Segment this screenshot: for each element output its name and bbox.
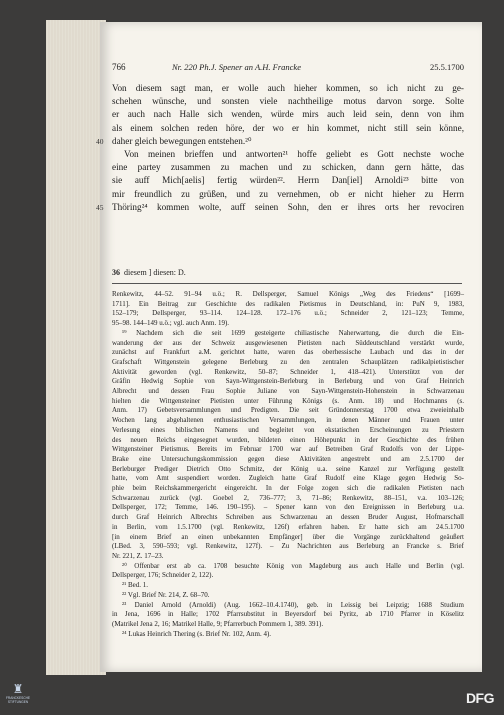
text-line — [112, 122, 464, 135]
footnote-line: Gräfin Hedwig Sophie von Sayn-Wittgenstein-Berleburg in Berleburg und von Graf Heinrich — [112, 377, 464, 386]
footnote-line: 95–98. 144–149 u.ö.; vgl. auch Anm. 19). — [112, 319, 230, 328]
letter-date: 25.5.1700 — [430, 62, 464, 72]
line-number: 40 — [96, 136, 104, 146]
line-text: als einem solchen reden höre, der wo er hin kommet, nicht still sein könne, — [112, 122, 464, 133]
franckesche-stiftungen-logo — [4, 682, 32, 712]
line-text: er auch nach Halle sich wenden, würde mirs auch leid sein, denn von ihm — [112, 109, 464, 120]
text-line — [112, 95, 464, 108]
apparatus-line-number: 36 — [112, 268, 120, 277]
line-text: sie auff Mich[aelis] fertig würden²². Herrn Dan[iel] Arnoldi²³ bitte von — [112, 175, 464, 186]
footnote-line: Wittgensteiner Pietismus. Bereits im Februar 1700 war auf Betreiben Graf Rudolfs von der Lippe- — [112, 445, 464, 454]
footnote-line: (Matrikel Jena 2, 16; Matrikel Halle, 9; Pfarrerbuch Pommern 1, 389. 391). — [112, 619, 324, 628]
footnote-line: ¹⁹ Nachdem sich die seit 1699 gesteigerte chiliastische Naherwartung, die durch die Ein- — [122, 328, 464, 337]
footnote-line: durch Graf Heinrich Albrechts Schreiben aus Schwarzenau an dessen Bruder August, Hofmarschall — [112, 513, 464, 522]
text-line — [96, 201, 464, 214]
footnote-line: ²⁴ Lukas Heinrich Thering (s. Brief Nr. 102, Anm. 4). — [122, 629, 272, 638]
footnote-line: Berleburger Prediger Dietrich Otto Schmitz, der König u.a. seine Kanzel zur Verfügung gestellt — [112, 464, 464, 473]
footnote-line: Dellsperger, 172; Temme, 146. 190–195). – Spener kann von den Ereignissen in Berleburg u.a. — [112, 503, 464, 512]
text-line — [96, 135, 464, 148]
footnote-line: Renkewitz, 44–52. 91–94 u.ö.; R. Dellsperger, Samuel Königs „Weg des Friedens“ [1699– — [112, 290, 464, 298]
footnote-divider — [112, 283, 462, 284]
footnote-line: 1711]. Ein Beitrag zur Geschichte des radikalen Pietismus in Deutschland, in: PuN 9, 1983, — [112, 299, 464, 308]
page-number: 766 — [112, 62, 126, 72]
text-line — [112, 188, 464, 201]
footnote-line: ²² Vgl. Brief Nr. 214, Z. 68–70. — [122, 590, 210, 599]
line-text: Thöring²⁴ kommen wolte, auff seinen Sohn, den er ihres orts her revociren — [112, 201, 464, 212]
footnotes — [112, 290, 464, 639]
line-text: Von meinen brieffen und antworten²¹ hoffe geliebt es Gott nechste woche — [124, 149, 464, 160]
footnote-line: wanderung der aus der Schweiz ausgewiesenen Pietisten nach Süddeutschland verstärkt wurde, — [112, 338, 464, 347]
text-line — [112, 161, 464, 174]
line-text: Von diesem sagt man, er wolle auch hieher kommen, so ich nicht zu ge- — [112, 83, 464, 93]
line-text: eine partey zusammen zu machen und zu schicken, dann gern hätte, das — [112, 162, 464, 173]
dfg-logo: DFG — [465, 690, 494, 706]
footnote-line: Schwarzenau zurück (vgl. Goebel 2, 736–777; 3, 71–86; Renkewitz, 88–151, v.a. 103–126; — [112, 493, 464, 502]
footnote-line: in Jena, 1696 in Halle; 1702 Pfarrsubstitut in Beyersdorf bei Pyritz, ab 1710 Pfarrer in Köselitz — [112, 610, 464, 619]
running-header — [112, 62, 464, 74]
footnote-line: Dellsperger, 176; Schneider 2, 122). — [112, 571, 214, 580]
footnote-line: Brake eine Untersuchungskommission gegen diese Aktivitäten angestrebt und am 2.5.1700 der — [112, 454, 464, 463]
footnote-line: Aktivität geworden (vgl. Renkewitz, 50–87; Schneider 1, 418–421). Unterstützt von der — [112, 367, 464, 376]
footnote-line: Anm. 17) Gebetsversammlungen und Predigten. Die seit Gründonnerstag 1700 etwa zweieinhalb — [112, 406, 464, 415]
running-title: Nr. 220 Ph.J. Spener an A.H. Francke — [172, 62, 301, 72]
footnote-line: ²³ Daniel Arnold (Arnoldi) (Aug. 1662–10.4.1740), geb. in Leissig bei Leipzig; 1688 Studium — [122, 600, 464, 609]
line-text: schehen wünsche, und sonsten viele nachtheilige motus darvon sorge. Solte — [112, 96, 464, 107]
footnote-line: Nr. 221, Z. 17–23. — [112, 551, 164, 560]
footnote-line: hielten die Wittgensteiner Pietisten unter Führung Königs (s. Anm. 18) und Hochmanns (s. — [112, 396, 464, 405]
apparatus-text: diesem ] diesen: D. — [124, 268, 186, 277]
line-number: 45 — [96, 202, 104, 212]
footnote-line: (LBed. 3, 590–593; vgl. Renkewitz, 127f). – Zu Nachrichten aus Berleburg an Francke s. Brief — [112, 542, 464, 551]
footnote-line: zunächst auf Frankfurt a.M. gerichtet hatte, waren das oberhessische Laubach und das in der — [112, 348, 464, 357]
critical-apparatus — [112, 268, 186, 277]
footnote-line: 152–179; Dellsperger, 93–114. 124–128. 172–176 u.ö.; Schneider 2, 121–123; Temme, — [112, 309, 464, 318]
text-line — [112, 108, 464, 121]
line-text: daher gleich bewegungen entstehen.²⁰ — [112, 135, 252, 146]
footnote-line: des neuen Reichs eingesegnet wurden, bildeten einen Höhepunkt in der Geschichte des frühen — [112, 435, 464, 444]
footnote-line: Wochen lang abgehaltenen enthusiastischen Versammlungen, in denen Männer und Frauen unter — [112, 416, 464, 425]
footnote-line: Albrecht und dessen Frau Sophie Juliane von Sayn-Wittgenstein-Hohenstein in Schwarzenau — [112, 387, 464, 396]
footnote-line: [in einem Brief an einen unbekannten Empfänger] über die Vorgänge zurückhaltend geäußert — [112, 532, 464, 541]
logo-caption: FRANCKESCHE STIFTUNGEN — [5, 696, 31, 704]
footnote-line: hatte, vom Amt suspendiert worden. Zugleich hatte Graf Rudolf eine Klage gegen Hedwig So- — [112, 474, 464, 483]
footnote-line: phie beim Reichskammergericht eingereicht. In der Folge zogen sich die radikalen Pietisten nach — [112, 484, 464, 493]
footnote-line: Grafschaft Wittgenstein gelegene Berleburg zu den zentralen Schauplätzen radikalpietistischer — [112, 357, 464, 366]
book-page-edges — [46, 20, 106, 675]
letter-text — [96, 82, 464, 214]
footnote-line: in Berlin, vom 1.5.1700 (vgl. Renkewitz, 126f) erfahren haben. Er hatte sich am 24.5.1700 — [112, 522, 464, 531]
footnote-line: Verlesung eines biblischen Namens und begleitet von ekstatischen Erscheinungen zu Priestern — [112, 425, 464, 434]
footnote-line: ²¹ Bed. 1. — [122, 581, 148, 590]
line-text: mir freundlich zu grüßen, und zu vernehmen, ob er nicht hieher zu Herrn — [112, 188, 464, 199]
text-line — [112, 82, 464, 95]
book-page — [96, 22, 482, 672]
text-line — [112, 148, 464, 161]
text-line — [112, 174, 464, 187]
emblem-icon: ♜ — [12, 682, 24, 696]
footnote-line: ²⁰ Offenbar erst ab ca. 1708 besuchte König von Magdeburg aus auch Halle und Berlin (vgl. — [122, 561, 464, 570]
